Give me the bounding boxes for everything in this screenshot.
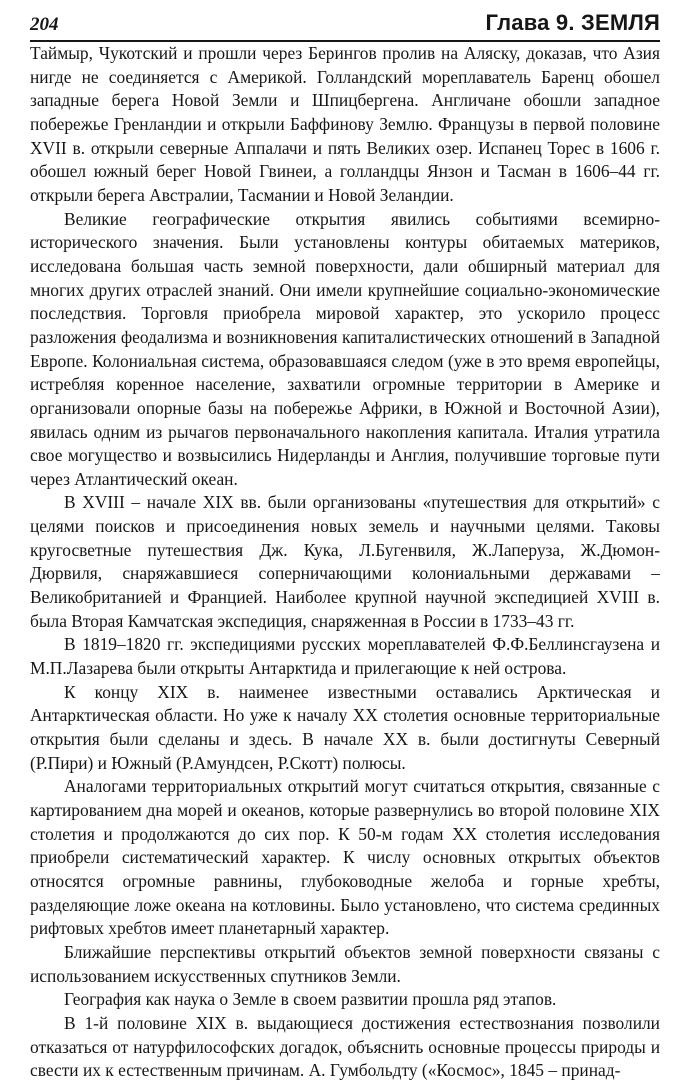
page-number: 204: [30, 14, 59, 35]
paragraph: География как наука о Земле в своем развитии прошла ряд этапов.: [64, 989, 557, 1010]
paragraph: Великие географические открытия явились событиями всемирно-исторического значения. Были установлены контуры обитаемых материков, исследована большая часть земной поверхности, дали обширный материал для многих других отраслей знаний. Они имели крупнейшие социально-экономические последствия. Торговля приобрела мировой характер, это ускорило процесс разложения феодализма и возникновения капиталистических отношений в Западной Европе. Колониальная система, образовавшаяся следом (уже в это время европейцы, истребляя коренное население, захватили огромные территории в Америке и организовали опорные базы на побережье Африки, в Южной и Восточной Азии), явилась одним из рычагов первоначального накопления капитала. Италия утратила свое могущество и возвысились Нидерланды и Англия, получившие торговые пути через Атлантический океан.: [30, 208, 660, 489]
paragraph: В 1819–1820 гг. экспедициями русских мореплавателей Ф.Ф.Беллинсгаузена и М.П.Лазарева были открыты Антарктида и прилегающие к ней острова.: [30, 634, 660, 679]
paragraph: В XVIII – начале XIX вв. были организованы «путешествия для открытий» с целями поисков и присоединения новых земель и научными целями. Таковы кругосветные путешествия Дж. Кука, Л.Бугенвиля, Ж.Лаперуза, Ж.Дюмон-Дюрвиля, снаряжавшиеся соперничающими колониальными державами – Великобританией и Францией. Наиболее крупной научной экспедицией XVIII в. была Вторая Камчатская экспедиция, снаряженная в России в 1733–43 гг.: [30, 492, 660, 631]
page-header: [30, 6, 660, 42]
paragraph-continued: Таймыр, Чукотский и прошли через Берингов пролив на Аляску, доказав, что Азия нигде не соединяется с Америкой. Голландский мореплаватель Баренц обошел западные берега Новой Земли и Шпицбергена. Англичане обошли западное побережье Гренландии и открыли Баффинову Землю. Французы в первой половине XVII в. открыли северные Аппалачи и пять Великих озер. Испанец Торес в 1606 г. обошел южный берег Новой Гвинеи, а голландцы Янзон и Тасман в 1606–44 гг. открыли берега Австралии, Тасмании и Новой Зеландии.: [30, 43, 660, 205]
chapter-title: Глава 9. ЗЕМЛЯ: [485, 10, 660, 35]
body-text: [30, 42, 660, 1083]
paragraph: К концу XIX в. наименее известными оставались Арктическая и Антарктическая области. Но уже к началу XX столетия основные территориальные открытия были сделаны и здесь. В начале XX в. были достигнуты Северный (Р.Пири) и Южный (Р.Амундсен, Р.Скотт) полюсы.: [30, 681, 660, 773]
paragraph: Аналогами территориальных открытий могут считаться открытия, связанные с картированием дна морей и океанов, которые развернулись во второй половине XIX столетия и продолжаются до сих пор. К 50-м годам XX столетия исследования приобрели систематический характер. К числу основных открытых объектов относятся огромные равнины, глубоководные желоба и горные хребты, разделяющие ложе океана на котловины. Было установлено, что система срединных рифтовых хребтов имеет планетарный характер.: [30, 776, 660, 939]
paragraph: Ближайшие перспективы открытий объектов земной поверхности связаны с использованием искусственных спутников Земли.: [30, 941, 660, 986]
paragraph: В 1-й половине XIX в. выдающиеся достижения естествознания позволили отказаться от натурфилософских догадок, объяснить основные процессы природы и свести их к естественным причинам. А. Гумбольдту («Космос», 1845 – принад-: [30, 1012, 660, 1081]
